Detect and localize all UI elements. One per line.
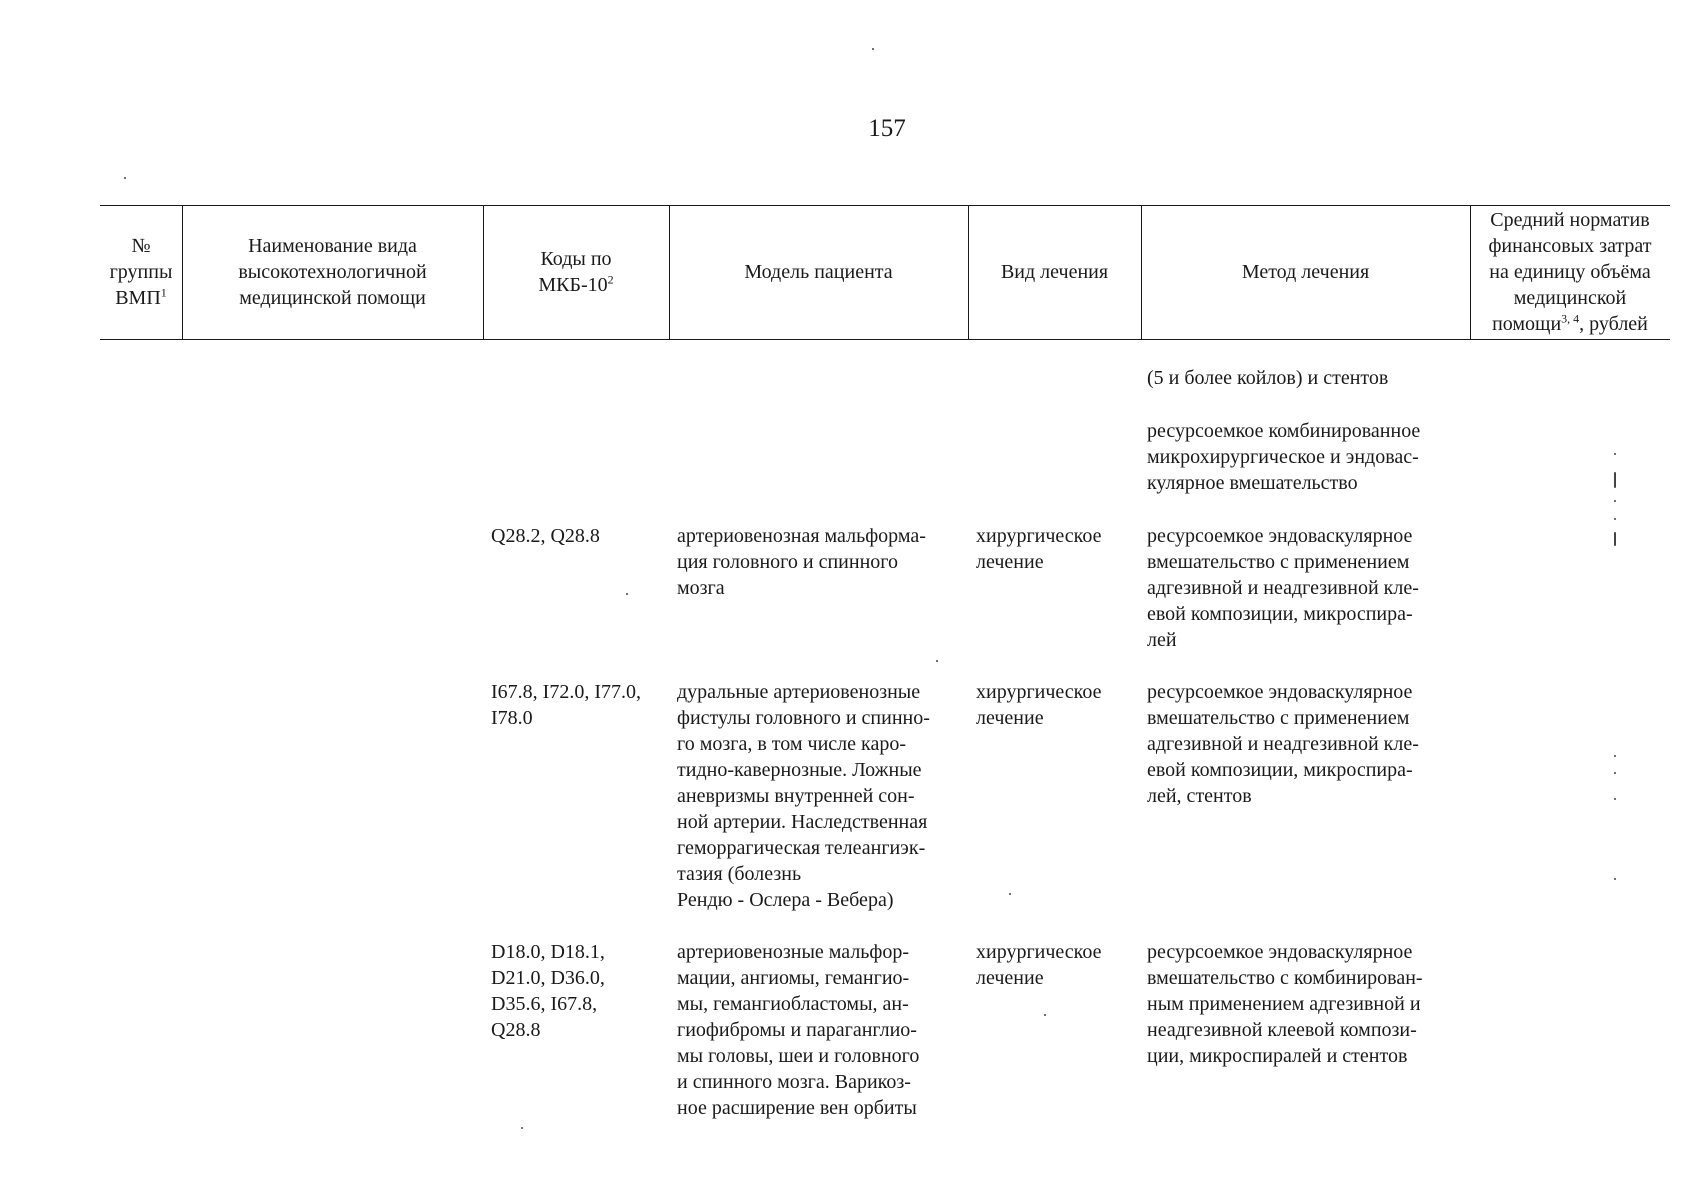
treatment-type-cell: хирургическое лечение: [976, 941, 1102, 989]
scan-speck: [872, 48, 874, 50]
scan-speck: [1614, 453, 1616, 455]
scan-speck: [1614, 798, 1616, 800]
icd-codes-cell: I67.8, I72.0, I77.0, I78.0: [491, 681, 641, 729]
scan-speck: [936, 660, 938, 662]
scan-speck: [1044, 1014, 1046, 1016]
treatment-type-cell: хирургическое лечение: [976, 681, 1102, 729]
header-group-number: № группы ВМП$^1$: [109, 235, 173, 309]
scan-speck: [626, 593, 628, 595]
scan-speck: [1614, 532, 1616, 546]
header-care-type-name: Наименование вида высокотехнологичной медицинской помощи: [238, 235, 427, 309]
patient-model-cell: артериовенозные мальфор- мации, ангиомы, гемангио- мы, гемангиобластомы, ан- гиофибромы и параганглио- мы головы, шеи и головного и спинного мозга. Варикоз- ное расширение вен орбиты: [677, 941, 920, 1119]
page-number: 157: [868, 115, 906, 142]
method-cell: (5 и более койлов) и стентов: [1147, 367, 1389, 389]
header-treatment-method: Метод лечения: [1241, 261, 1370, 283]
icd-codes-cell: Q28.2, Q28.8: [491, 525, 600, 547]
method-cell: ресурсоемкое эндоваскулярное вмешательство с комбинирован- ным применением адгезивной и неадгезивной клеевой компози- ции, микроспиралей и стентов: [1147, 941, 1423, 1067]
patient-model-cell: артериовенозная мальформа- ция головного и спинного мозга: [677, 525, 926, 599]
header-cost-standard: Средний норматив финансовых затрат на единицу объёма медицинской помощи$^{3, 4}$, рублей: [1488, 209, 1652, 335]
method-cell: ресурсоемкое эндоваскулярное вмешательство с применением адгезивной и неадгезивной кле- евой композиции, микроспира- лей, стентов: [1147, 681, 1419, 807]
scan-speck: [1614, 518, 1616, 520]
scan-speck: [1614, 772, 1616, 774]
scan-speck: [1614, 755, 1616, 757]
header-patient-model: Модель пациента: [744, 261, 893, 283]
patient-model-cell: дуральные артериовенозные фистулы головного и спинно- го мозга, в том числе каро- тидно-кавернозные. Ложные аневризмы внутренней сон- ной артерии. Наследственная геморрагическая телеангиэк- тазия (болезнь Рендю - Ослера - Вебера): [677, 681, 930, 911]
header-treatment-type: Вид лечения: [1000, 261, 1109, 283]
treatment-type-cell: хирургическое лечение: [976, 525, 1102, 573]
scan-speck: [1009, 893, 1011, 895]
header-icd10-codes: Коды по МКБ-$10^2$: [538, 248, 614, 296]
scan-speck: [1614, 878, 1616, 880]
method-cell: ресурсоемкое комбинированное микрохирургическое и эндовас- кулярное вмешательство: [1147, 420, 1421, 494]
scan-speck: [1614, 500, 1616, 502]
scan-speck: [1614, 472, 1616, 488]
icd-codes-cell: D18.0, D18.1, D21.0, D36.0, D35.6, I67.8, Q28.8: [491, 941, 605, 1041]
scan-speck: [521, 1127, 523, 1129]
method-cell: ресурсоемкое эндоваскулярное вмешательство с применением адгезивной и неадгезивной кле- евой композиции, микроспира- лей: [1147, 525, 1419, 651]
table-header-bottom-rule: [100, 339, 1670, 340]
scan-speck: [124, 177, 126, 179]
